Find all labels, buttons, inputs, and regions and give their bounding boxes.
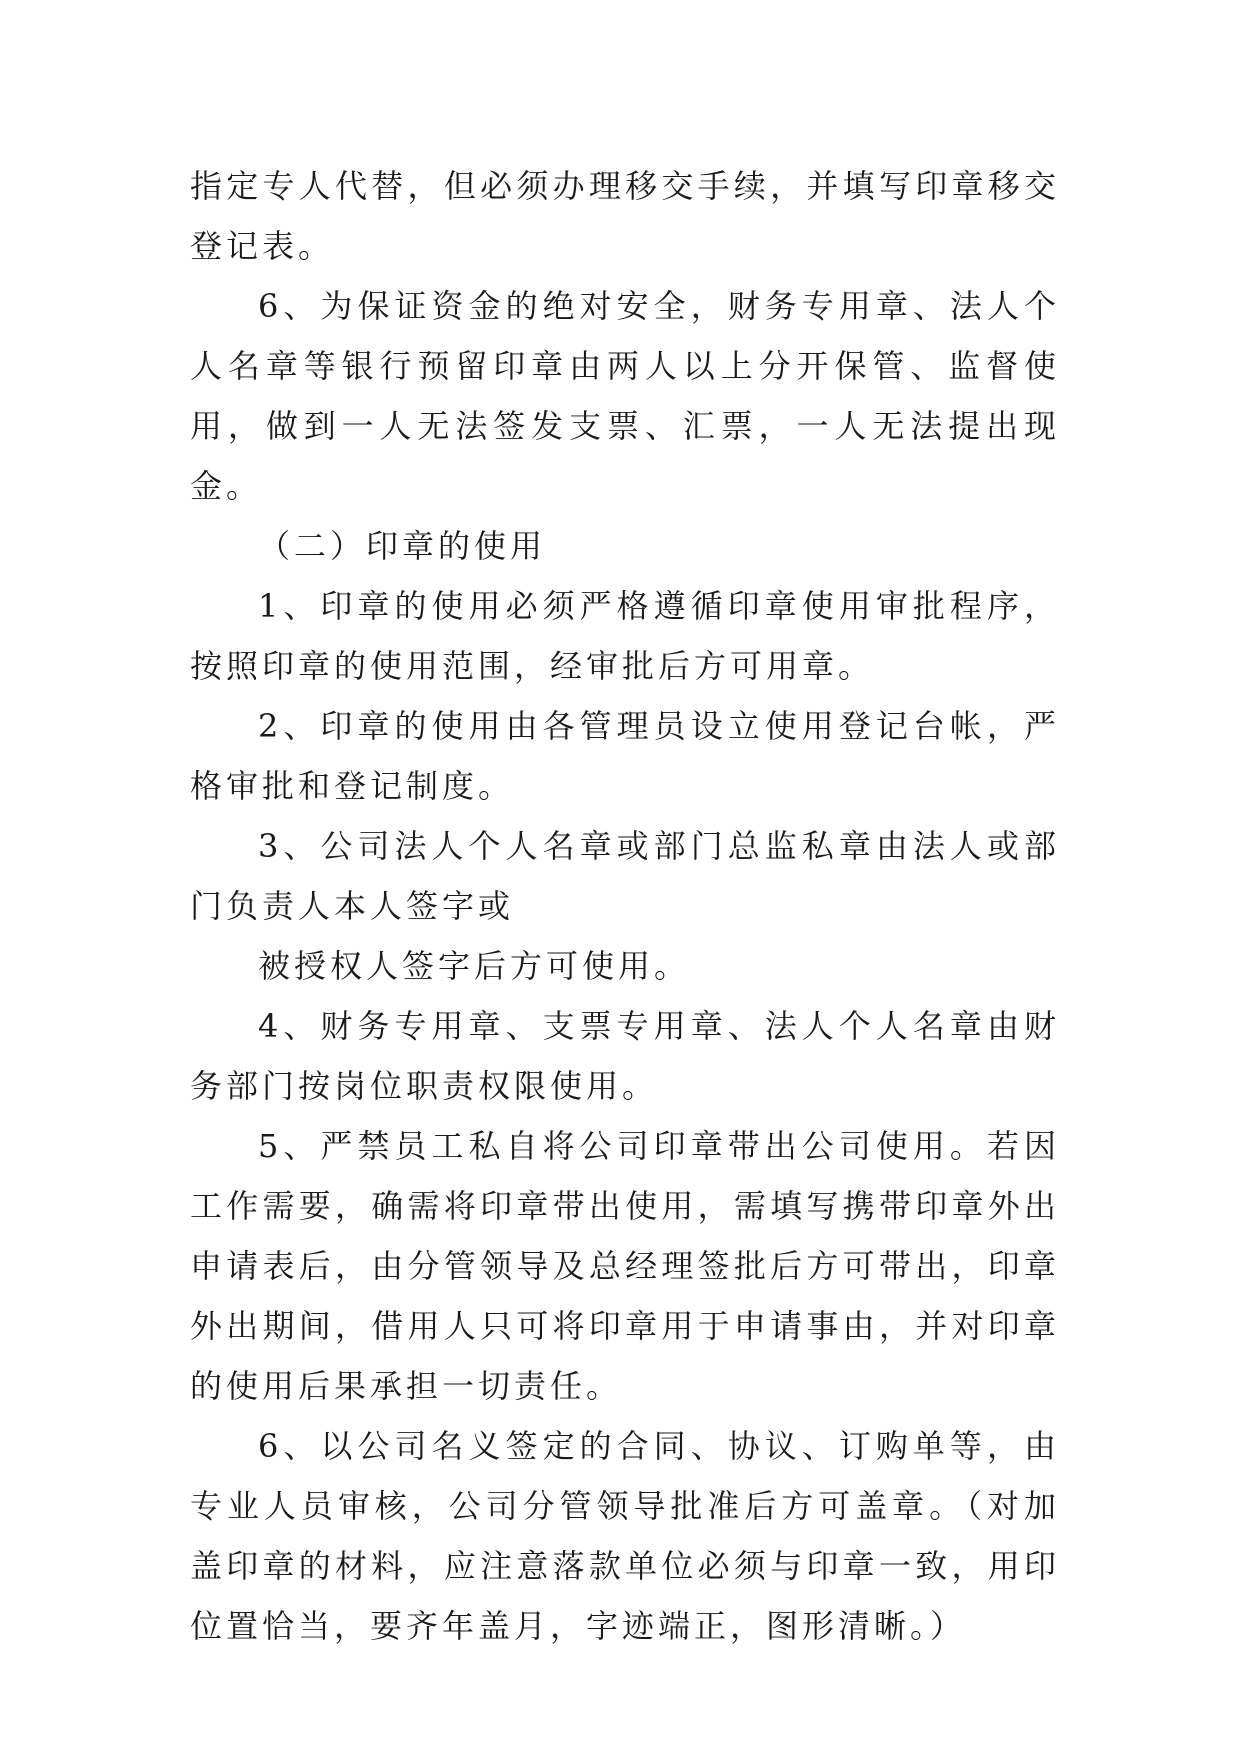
paragraph-item-3-continued: 被授权人签字后方可使用。: [258, 947, 691, 985]
paragraph-item-2-register: 2、印章的使用由各管理员设立使用登记台帐，严格审批和登记制度。: [190, 707, 1060, 805]
paragraph-item-6-fund-safety: 6、为保证资金的绝对安全，财务专用章、法人个人名章等银行预留印章由两人以上分开保管、监督使用，做到一人无法签发支票、汇票，一人无法提出现金。: [190, 287, 1060, 505]
section-heading-seal-usage: （二）印章的使用: [258, 527, 547, 565]
paragraph-item-1-approval: 1、印章的使用必须严格遵循印章使用审批程序，按照印章的使用范围，经审批后方可用章。: [190, 587, 1060, 685]
paragraph-item-5-take-out: 5、严禁员工私自将公司印章带出公司使用。若因工作需要，确需将印章带出使用，需填写携带印章外出申请表后，由分管领导及总经理签批后方可带出，印章外出期间，借用人只可将印章用于申请事由，并对印章的使用后果承担一切责任。: [190, 1127, 1060, 1405]
paragraph-item-6-contracts: 6、以公司名义签定的合同、协议、订购单等，由专业人员审核，公司分管领导批准后方可盖章。（对加盖印章的材料，应注意落款单位必须与印章一致，用印位置恰当，要齐年盖月，字迹端正，图形清晰。）: [190, 1427, 1060, 1645]
paragraph-item-4-finance-seals: 4、财务专用章、支票专用章、法人个人名章由财务部门按岗位职责权限使用。: [190, 1007, 1060, 1105]
paragraph-transfer-procedure: 指定专人代替，但必须办理移交手续，并填写印章移交登记表。: [190, 167, 1060, 265]
document-body: [190, 156, 1060, 1656]
paragraph-item-3-signature: 3、公司法人个人名章或部门总监私章由法人或部门负责人本人签字或: [190, 827, 1060, 925]
